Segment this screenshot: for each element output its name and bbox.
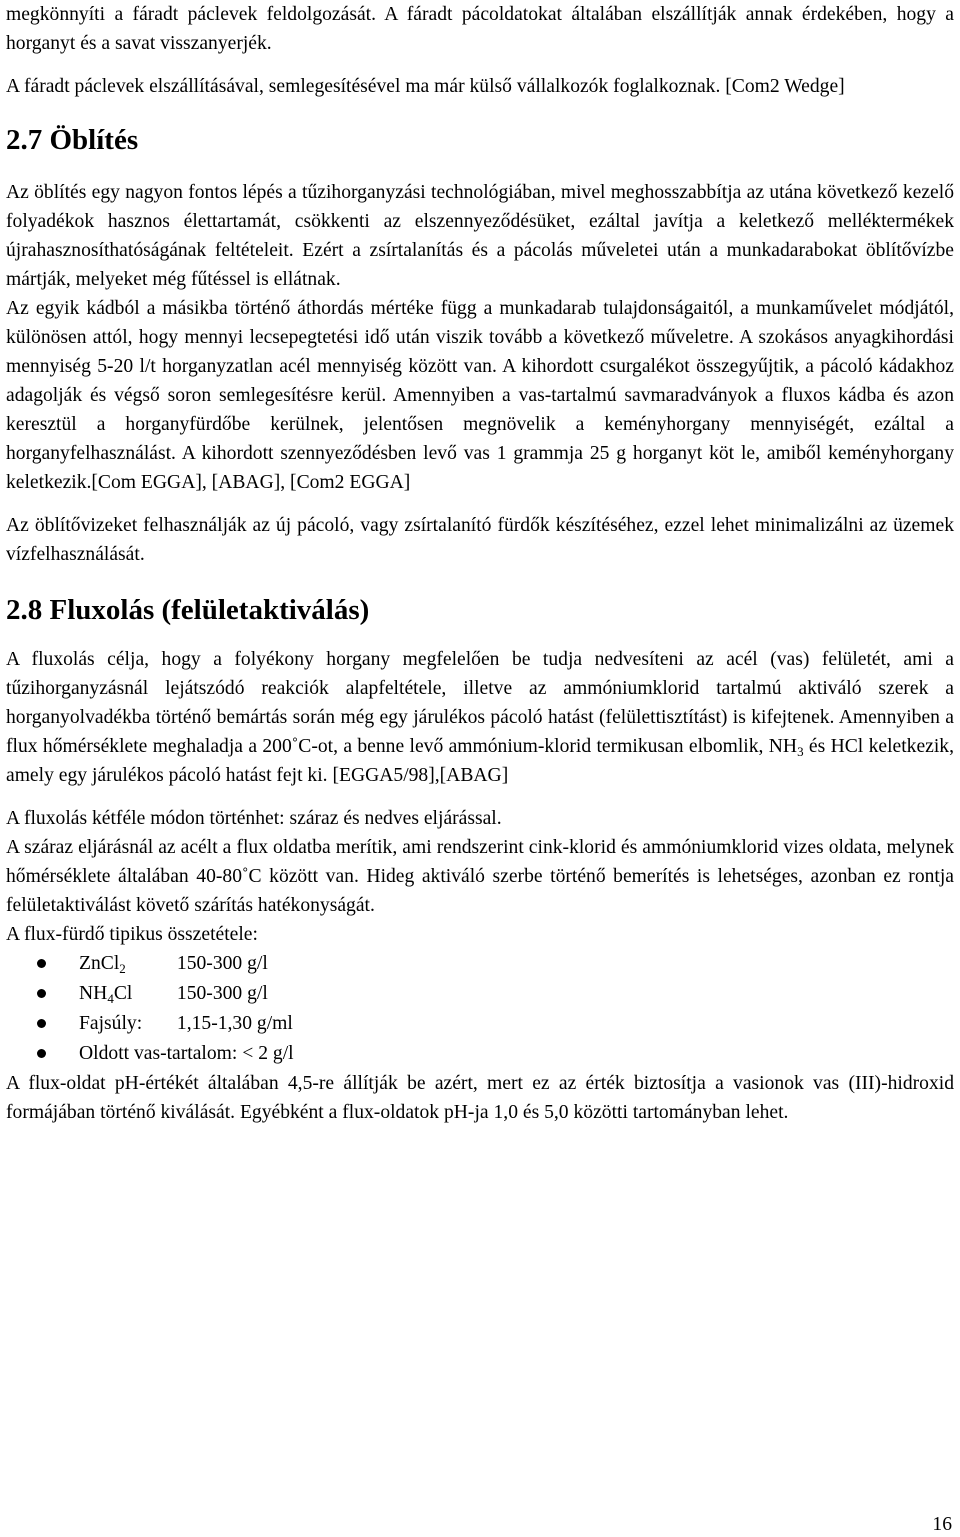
list-item: $NH_4Cl$ 150-300 g/l (6, 979, 954, 1009)
section-2-7-paragraph-1: Az öblítés egy nagyon fontos lépés a tűzihorganyzási technológiában, mivel meghosszabbítja az utána következő kezelő folyadékok hasznos élettartamát, csökkenti az elszennyeződésüket, ezáltal javítja a keletkező melléktermékek újrahasznosíthatóságának feltételeit. Ezért a zsírtalanítás és a pácolás műveletei után a munkadarabokat öblítővízbe mártják, melyeket még fűtéssel is ellátnak. (6, 182, 954, 290)
page-number: 16 (932, 1514, 952, 1535)
document-page (6, 0, 954, 1127)
list-item-value: < 2 g/l (242, 1043, 294, 1064)
section-2-8-paragraph-5: A flux-oldat pH-értékét általában 4,5-re állítják be azért, mert ez az érték biztosítja a vasionok vas (III)-hidroxid formájában történő kiválását. Egyébként a flux-oldatok pH-ja 1,0 és 5,0 közötti tartományban lehet. (6, 1073, 954, 1123)
section-heading-2-8: 2.8 Fluxolás (felületaktiválás) (6, 594, 370, 626)
section-2-8-paragraph-1 (6, 645, 954, 790)
section-2-8-paragraph-3: A száraz eljárásnál az acélt a flux oldatba merítik, ami rendszerint cink-klorid és ammóniumklorid vizes oldata, melynek hőmérséklete általában 40-80˚C között van. Hideg aktiváló szerbe történő bemerítés is lehetséges, azonban ez rontja felületaktiválást követő szárítás hatékonyságát. (6, 837, 954, 916)
flux-composition-list (6, 949, 954, 1069)
section-2-7-paragraph-3: Az öblítővizeket felhasználják az új pácoló, vagy zsírtalanító fürdők készítéséhez, ezzel lehet minimalizálni az üzemek vízfelhasználását. (6, 515, 954, 565)
intro-paragraph-2: A fáradt páclevek elszállításával, semlegesítésével ma már külső vállalkozók foglalkoznak. [Com2 Wedge] (6, 76, 845, 97)
list-item: Fajsúly: 1,15-1,30 g/ml (6, 1009, 954, 1039)
list-item: Oldott vas-tartalom: < 2 g/l (6, 1039, 954, 1069)
list-item: ZnCl$_2$ 150-300 g/l (6, 949, 954, 979)
section-2-8-paragraph-2: A fluxolás kétféle módon történhet: száraz és nedves eljárással. (6, 808, 502, 829)
list-item-value: 150-300 g/l (176, 983, 268, 1004)
section-2-8-paragraph-4: A flux-fürdő tipikus összetétele: (6, 924, 258, 945)
list-item-value: 1,15-1,30 g/ml (176, 1013, 293, 1034)
p1-text-b: és HCl keletkezik, amely egy járulékos pácoló hatást fejt ki. [EGGA5/98],[ABAG] (6, 736, 954, 786)
p1-subscript: 3 (797, 744, 804, 759)
intro-paragraph-1: megkönnyíti a fáradt páclevek feldolgozását. A fáradt pácoldatokat általában elszállítják annak érdekében, hogy a horganyt és a savat visszanyerjék. (6, 4, 954, 54)
p1-text-a: A fluxolás célja, hogy a folyékony horgany megfelelően be tudja nedvesíteni az acél (vas) felületét, ami a tűzihorganyzásnál lejátszódó reakciók alapfeltétele, illetve az ammóniumklorid tartalmú aktiváló szerek a horganyolvadékba történő bemártás során még egy járulékos pácoló hatást (felülettisztítást) is kifejtenek. Amennyiben a flux hőmérséklete meghaladja a 200˚C-ot, a benne levő ammónium-klorid termikusan elbomlik, NH (6, 649, 954, 757)
section-2-7-paragraph-2: Az egyik kádból a másikba történő áthordás mértéke függ a munkadarab tulajdonságaitól, a munkaművelet módjától, különösen attól, hogy mennyi lecsepegtetési idő után viszik tovább a következő műveletre. A szokásos anyagkihordási mennyiség 5-20 l/t horganyzatlan acél mennyiség között van. A kihordott csurgalékot összegyűjtik, a pácoló kádakhoz adagolják és végső soron semlegesítésre kerül. Amennyiben a vas-tartalmú savmaradványok a fluxos kádba és azon keresztül a horganyfürdőbe kerülnek, jelentősen megnövelik a keményhorgany mennyiségét, ezáltal a horganyfelhasználást. A kihordott szennyeződésben levő vas 1 grammja 25 g horganyt köt le, amiből keményhorgany keletkezik.[Com EGGA], [ABAG], [Com2 EGGA] (6, 298, 954, 493)
section-heading-2-7: 2.7 Öblítés (6, 124, 139, 156)
list-item-value: 150-300 g/l (176, 953, 268, 974)
